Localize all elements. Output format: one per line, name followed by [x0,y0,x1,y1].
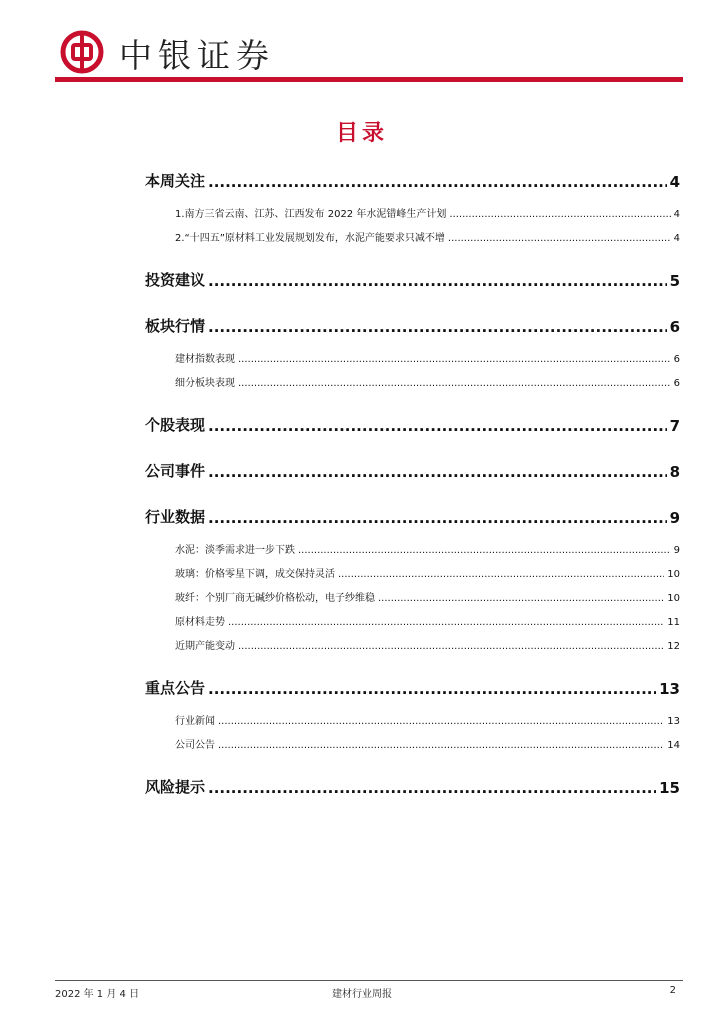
toc-page-number: 9 [673,545,680,556]
toc-entry-label: 2.“十四五”原材料工业发展规划发布，水泥产能要求只减不增 [175,233,445,244]
toc-section-entry[interactable] [145,414,680,435]
toc-entry-label: 原材料走势 [175,617,225,628]
toc-leader-dots [238,354,671,365]
toc-section-entry[interactable] [145,677,680,698]
toc-page-number: 8 [669,463,680,481]
header-rule [55,77,683,82]
toc-subsection-entry[interactable] [145,736,680,751]
toc-leader-dots [208,173,667,191]
toc-page-number: 7 [669,417,680,435]
footer-page-number: 2 [669,985,676,996]
toc-page-number: 6 [669,318,680,336]
toc-page-number: 10 [667,593,680,604]
toc-subsection-entry[interactable] [145,565,680,580]
toc-entry-label: 板块行情 [145,317,206,335]
toc-section-entry[interactable] [145,776,680,797]
toc-leader-dots [208,463,667,481]
toc-entry-label: 公司事件 [145,462,206,480]
toc-page-number: 10 [667,569,680,580]
toc-page-number: 4 [669,173,680,191]
toc-subsection-entry[interactable] [145,613,680,628]
table-of-contents [145,170,680,797]
toc-entry-label: 风险提示 [145,778,206,796]
brand-name: 中银证券 [119,36,275,75]
toc-leader-dots [298,545,671,556]
toc-section-entry[interactable] [145,269,680,290]
toc-leader-dots [208,509,667,527]
toc-entry-label: 玻璃：价格零星下调，成交保持灵活 [175,569,335,580]
toc-entry-label: 建材指数表现 [175,354,235,365]
toc-page-number: 6 [673,354,680,365]
toc-leader-dots [218,716,664,727]
toc-title: 目录 [335,121,388,146]
toc-subsection-entry[interactable] [145,205,680,220]
toc-section-entry[interactable] [145,170,680,191]
toc-page-number: 4 [673,209,680,220]
toc-entry-label: 1.南方三省云南、江苏、江西发布 2022 年水泥错峰生产计划 [175,209,447,220]
toc-leader-dots [208,417,667,435]
toc-page-number: 13 [659,680,680,698]
toc-subsection-entry[interactable] [145,541,680,556]
toc-subsection-entry[interactable] [145,637,680,652]
toc-subsection-entry[interactable] [145,712,680,727]
footer-date: 2022 年 1 月 4 日 [55,989,140,1000]
toc-leader-dots [449,209,670,220]
toc-leader-dots [238,378,671,389]
toc-entry-label: 个股表现 [145,416,206,434]
toc-page-number: 6 [673,378,680,389]
toc-entry-label: 本周关注 [145,172,206,190]
toc-entry-label: 投资建议 [145,271,206,289]
toc-entry-label: 公司公告 [175,740,215,751]
toc-leader-dots [238,641,664,652]
toc-entry-label: 重点公告 [145,679,206,697]
toc-page-number: 14 [667,740,680,751]
toc-leader-dots [228,617,664,628]
header [55,28,683,84]
toc-subsection-entry[interactable] [145,589,680,604]
toc-entry-label: 近期产能变动 [175,641,235,652]
toc-section-entry[interactable] [145,506,680,527]
toc-page-number: 9 [669,509,680,527]
toc-leader-dots [208,272,667,290]
toc-page-number: 12 [667,641,680,652]
toc-entry-label: 行业数据 [145,508,206,526]
toc-leader-dots [378,593,664,604]
toc-leader-dots [208,318,667,336]
toc-leader-dots [448,233,671,244]
toc-page-number: 4 [673,233,680,244]
toc-entry-label: 玻纤：个别厂商无碱纱价格松动，电子纱维稳 [175,593,375,604]
toc-leader-dots [338,569,664,580]
toc-leader-dots [218,740,664,751]
toc-page-number: 13 [667,716,680,727]
toc-subsection-entry[interactable] [145,374,680,389]
toc-leader-dots [208,779,656,797]
toc-subsection-entry[interactable] [145,350,680,365]
toc-section-entry[interactable] [145,460,680,481]
toc-page-number: 11 [667,617,680,628]
toc-subsection-entry[interactable] [145,229,680,244]
toc-entry-label: 细分板块表现 [175,378,235,389]
toc-leader-dots [208,680,656,698]
footer-rule [55,980,683,981]
toc-entry-label: 行业新闻 [175,716,215,727]
footer-report-name: 建材行业周报 [332,989,392,1000]
bank-of-china-logo-icon [60,30,104,74]
toc-entry-label: 水泥：淡季需求进一步下跌 [175,545,295,556]
toc-section-entry[interactable] [145,315,680,336]
toc-page-number: 5 [669,272,680,290]
toc-page-number: 15 [659,779,680,797]
